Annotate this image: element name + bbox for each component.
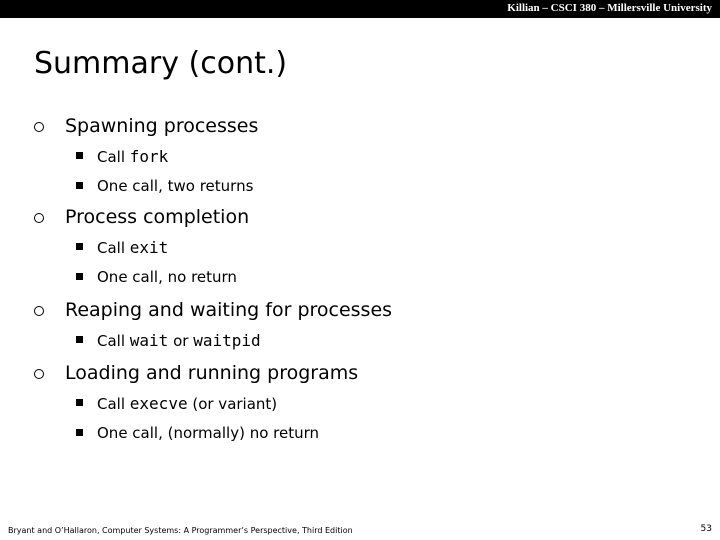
code-wait: wait: [129, 331, 169, 350]
code-exit: exit: [129, 238, 169, 257]
page-number: 53: [700, 524, 712, 534]
code-waitpid: waitpid: [193, 331, 261, 350]
circle-bullet-icon: [34, 306, 44, 316]
circle-bullet-icon: [34, 369, 44, 379]
footer-citation: Bryant and O’Hallaron, Computer Systems: A Programmer’s Perspective, Third Edition: [8, 526, 353, 535]
square-bullet-icon: [76, 399, 83, 406]
sub-item-text: One call, no return: [97, 268, 237, 286]
header-bar: [0, 0, 720, 18]
code-execve: execve: [129, 394, 188, 413]
sub-item-text-or: or: [168, 332, 194, 350]
sub-item-text: Call: [97, 332, 130, 350]
slide-title: Summary (cont.): [34, 46, 288, 81]
square-bullet-icon: [76, 182, 83, 189]
bullet-heading: Reaping and waiting for processes: [65, 299, 393, 321]
sub-item-text: Call: [97, 239, 130, 257]
bullet-heading: Spawning processes: [65, 115, 259, 137]
course-label: Killian – CSCI 380 – Millersville University: [507, 2, 712, 14]
bullet-heading: Loading and running programs: [65, 362, 359, 384]
circle-bullet-icon: [34, 213, 44, 223]
bullet-heading: Process completion: [65, 206, 250, 228]
sub-item-text: Call: [97, 148, 130, 166]
square-bullet-icon: [76, 429, 83, 436]
square-bullet-icon: [76, 243, 83, 250]
sub-item-text: Call: [97, 395, 130, 413]
sub-item-text-variant: (or variant): [187, 395, 278, 413]
square-bullet-icon: [76, 273, 83, 280]
sub-item-text: One call, (normally) no return: [97, 424, 320, 442]
square-bullet-icon: [76, 336, 83, 343]
code-fork: fork: [129, 147, 169, 166]
sub-item-text: One call, two returns: [97, 177, 254, 195]
circle-bullet-icon: [34, 122, 44, 132]
square-bullet-icon: [76, 152, 83, 159]
